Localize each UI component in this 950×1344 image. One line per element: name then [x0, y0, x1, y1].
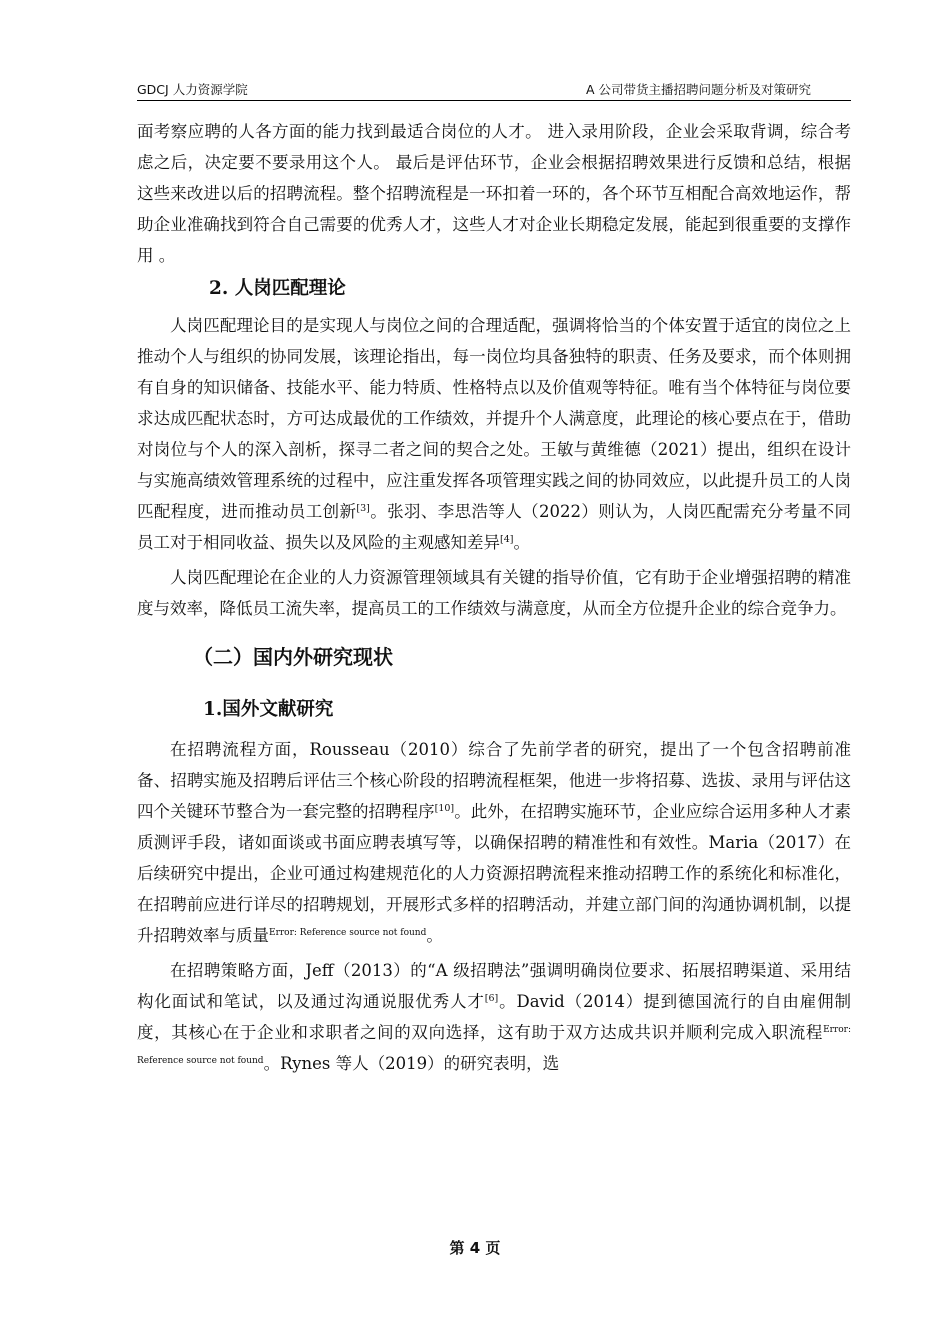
header-institution: GDCJ 人力资源学院 [137, 82, 248, 97]
citation-3: [3] [356, 503, 370, 514]
citation-6: [6] [484, 993, 499, 1004]
reference-error: Error: Reference source not found [137, 1025, 851, 1066]
paragraph-person-job-fit-value: 人岗匹配理论在企业的人力资源管理领域具有关键的指导价值，它有助于企业增强招聘的精准度与效率，降低员工流失率，提高员工的工作绩效与满意度，从而全方位提升企业的综合竞争力。 [137, 568, 851, 618]
citation-4: [4] [500, 534, 514, 545]
paragraph-recruitment-process: 面考察应聘的人各方面的能力找到最适合岗位的人才。 进入录用阶段，企业会采取背调，综合考虑之后，决定要不要录用这个人。 最后是评估环节，企业会根据招聘效果进行反馈和总结，根据这些来改进以后的招聘流程。整个招聘流程是一环扣着一环的，各个环节互相配合高效地运作，帮助企业准确找到符合自己需要的优秀人才，这些人才对企业长期稳定发展，能起到很重要的支撑作用 。 [137, 122, 851, 265]
header-thesis-title: A 公司带货主播招聘问题分析及对策研究 [585, 82, 811, 97]
paragraph-person-job-fit: 人岗匹配理论目的是实现人与岗位之间的合理适配，强调将恰当的个体安置于适宜的岗位之上推动个人与组织的协同发展，该理论指出，每一岗位均具备独特的职责、任务及要求，而个体则拥有自身的知识储备、技能水平、能力特质、性格特点以及价值观等特征。唯有当个体特征与岗位要求达成匹配状态时，方可达成最优的工作绩效，并提升个人满意度，此理论的核心要点在于，借助对岗位与个人的深入剖析，探寻二者之间的契合之处。王敏与黄维德（2021）提出，组织在设计与实施高绩效管理系统的过程中，应注重发挥各项管理实践之间的协同效应，以此提升员工的人岗匹配程度，进而推动员工创新[3]。张羽、李思浩等人（2022）则认为，人岗匹配需充分考量不同员工对于相同收益、损失以及风险的主观感知差异[4]。 [137, 316, 851, 552]
heading-foreign-literature: 1.国外文献研究 [203, 699, 334, 720]
page-number: 第 4 页 [449, 1239, 501, 1257]
paragraph-recruitment-strategy-literature: 在招聘策略方面，Jeff（2013）的“A 级招聘法”强调明确岗位要求、拓展招聘渠道、采用结构化面试和笔试，以及通过沟通说服优秀人才[6]。David（2014）提到德国流行的自由雇佣制度，其核心在于企业和求职者之间的双向选择，这有助于双方达成共识并顺利完成入职流程$^{Error: Reference source not found}$。Rynes 等人（2019）的研究表明，选 [137, 961, 852, 1073]
page-header [137, 78, 851, 101]
page-body [137, 116, 851, 1079]
section-heading-research-status: （二）国内外研究现状 [193, 645, 393, 669]
reference-error: Error: Reference source not found [269, 928, 427, 938]
heading-person-job-fit: 2. 人岗匹配理论 [209, 278, 346, 299]
citation-10: [10] [434, 803, 455, 814]
paragraph-recruitment-flow-literature: 在招聘流程方面，Rousseau（2010）综合了先前学者的研究，提出了一个包含招聘前准备、招聘实施及招聘后评估三个核心阶段的招聘流程框架，他进一步将招募、选拔、录用与评估这四个关键环节整合为一套完整的招聘程序[10]。此外，在招聘实施环节，企业应综合运用多种人才素质测评手段，诸如面谈或书面应聘表填写等，以确保招聘的精准性和有效性。Maria（2017）在后续研究中提出，企业可通过构建规范化的人力资源招聘流程来推动招聘工作的系统化和标准化，在招聘前应进行详尽的招聘规划，开展形式多样的招聘活动，并建立部门间的沟通协调机制，以提升招聘效率与质量$^{Error: Reference source not found}$。 [137, 740, 852, 945]
